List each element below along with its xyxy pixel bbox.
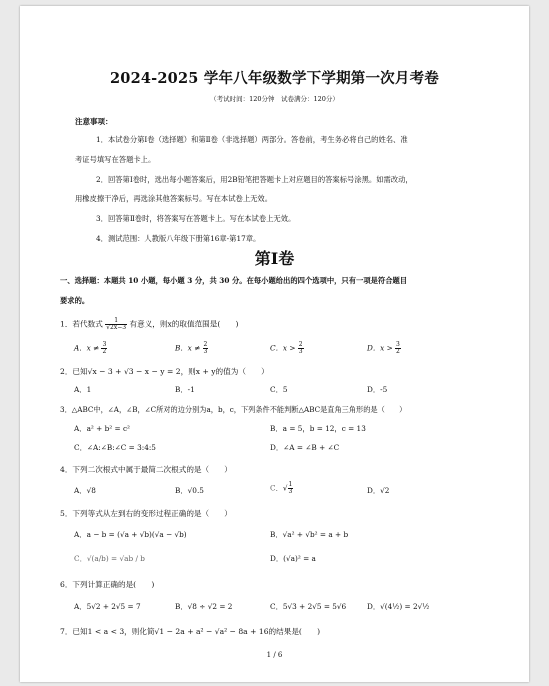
question-7: 7．已知1 < a < 3，则化简√1 − 2a + a² − √a² − 8a + 16的结果是( ) <box>60 627 321 636</box>
notice-heading: 注意事项： <box>75 117 113 126</box>
notice-line-4: 用橡皮擦干净后，再选涂其他答案标号。写在本试卷上无效。 <box>75 194 273 203</box>
question-5-option-b: B．√a² + √b² = a + b <box>270 530 349 539</box>
question-1-fraction: $\frac{1}{√2x-3}$ <box>106 317 127 331</box>
notice-line-2: 考证号填写在答题卡上。 <box>75 155 156 164</box>
question-6-option-a: A．5√2 + 2√5 = 7 <box>74 602 141 611</box>
section-intro-line-2: 要求的。 <box>60 296 90 305</box>
question-3-option-b: B．a = 5，b = 12，c = 13 <box>270 424 366 433</box>
question-1-option-c: C．x > $\frac{2}{3}$ <box>270 341 303 355</box>
question-6: 6．下列计算正确的是( ) <box>60 580 155 589</box>
question-6-option-d: D．√(4½) = 2√½ <box>367 602 430 611</box>
question-4-option-a: A．√8 <box>74 486 96 495</box>
part-one-title: 第Ⅰ卷 <box>254 249 295 268</box>
question-4-option-b: B．√0.5 <box>175 486 204 495</box>
question-3-option-a: A．a² + b² = c² <box>74 424 130 433</box>
question-1-option-d: D．x > $\frac{3}{2}$ <box>367 341 400 355</box>
question-5-option-d: D．(√a)² = a <box>270 554 316 563</box>
section-intro-line-1: 一、选择题：本题共 10 小题，每小题 3 分，共 30 分。在每小题给出的四个选项中，只有一项是符合题目 <box>60 276 408 285</box>
notice-line-5: 3．回答第Ⅱ卷时，将答案写在答题卡上。写在本试卷上无效。 <box>96 214 296 223</box>
question-2-option-d: D．-5 <box>367 385 388 394</box>
exam-title: 2024-2025 学年八年级数学下学期第一次月考卷 <box>110 70 439 87</box>
question-3: 3．△ABC中，∠A，∠B，∠C所对的边分别为a，b，c，下列条件不能判断△ABC是直角三角形的是（ ） <box>60 405 407 414</box>
question-4-option-c: C．√ $\frac{1}{3}$ <box>270 481 293 495</box>
question-1 <box>60 318 238 331</box>
question-4: 4．下列二次根式中属于最简二次根式的是（ ） <box>60 465 232 474</box>
notice-line-1: 1．本试卷分第Ⅰ卷（选择题）和第Ⅱ卷（非选择题）两部分。答卷前，考生务必将自己的姓名、准 <box>96 135 408 144</box>
question-1-suffix: 有意义，则x的取值范围是( ) <box>129 319 239 329</box>
question-1-option-a: A．x ≠ $\frac{3}{2}$ <box>74 341 107 355</box>
exam-subtitle: （考试时间：120分钟 试卷满分：120分） <box>210 95 339 103</box>
question-1-option-b: B．x ≠ $\frac{2}{3}$ <box>175 341 208 355</box>
question-2-option-b: B．-1 <box>175 385 195 394</box>
question-5: 5．下列等式从左到右的变形过程正确的是（ ） <box>60 509 232 518</box>
notice-line-6: 4．测试范围：人教版八年级下册第16章-第17章。 <box>96 234 261 243</box>
question-2-option-a: A．1 <box>74 385 92 394</box>
question-3-option-c: C．∠A:∠B:∠C = 3:4:5 <box>74 443 156 452</box>
exam-page <box>20 6 529 682</box>
question-5-option-a: A．a − b = (√a + √b)(√a − √b) <box>74 530 187 539</box>
question-1-prefix: 1．若代数式 <box>60 319 103 329</box>
question-6-option-c: C．5√3 + 2√5 = 5√6 <box>270 602 347 611</box>
question-2-option-c: C．5 <box>270 385 288 394</box>
question-6-option-b: B．√8 ÷ √2 = 2 <box>175 602 233 611</box>
notice-line-3: 2．回答第Ⅰ卷时，选出每小题答案后，用2B铅笔把答题卡上对应题目的答案标号涂黑。如需改动， <box>96 175 413 184</box>
page-number: 1 / 6 <box>266 651 283 659</box>
question-5-option-c: C．√(a/b) = √ab / b <box>74 554 145 563</box>
question-3-option-d: D．∠A = ∠B + ∠C <box>270 443 340 452</box>
question-2: 2．已知√x − 3 + √3 − x − y = 2，则x + y的值为（ ） <box>60 367 269 376</box>
question-4-option-d: D．√2 <box>367 486 390 495</box>
